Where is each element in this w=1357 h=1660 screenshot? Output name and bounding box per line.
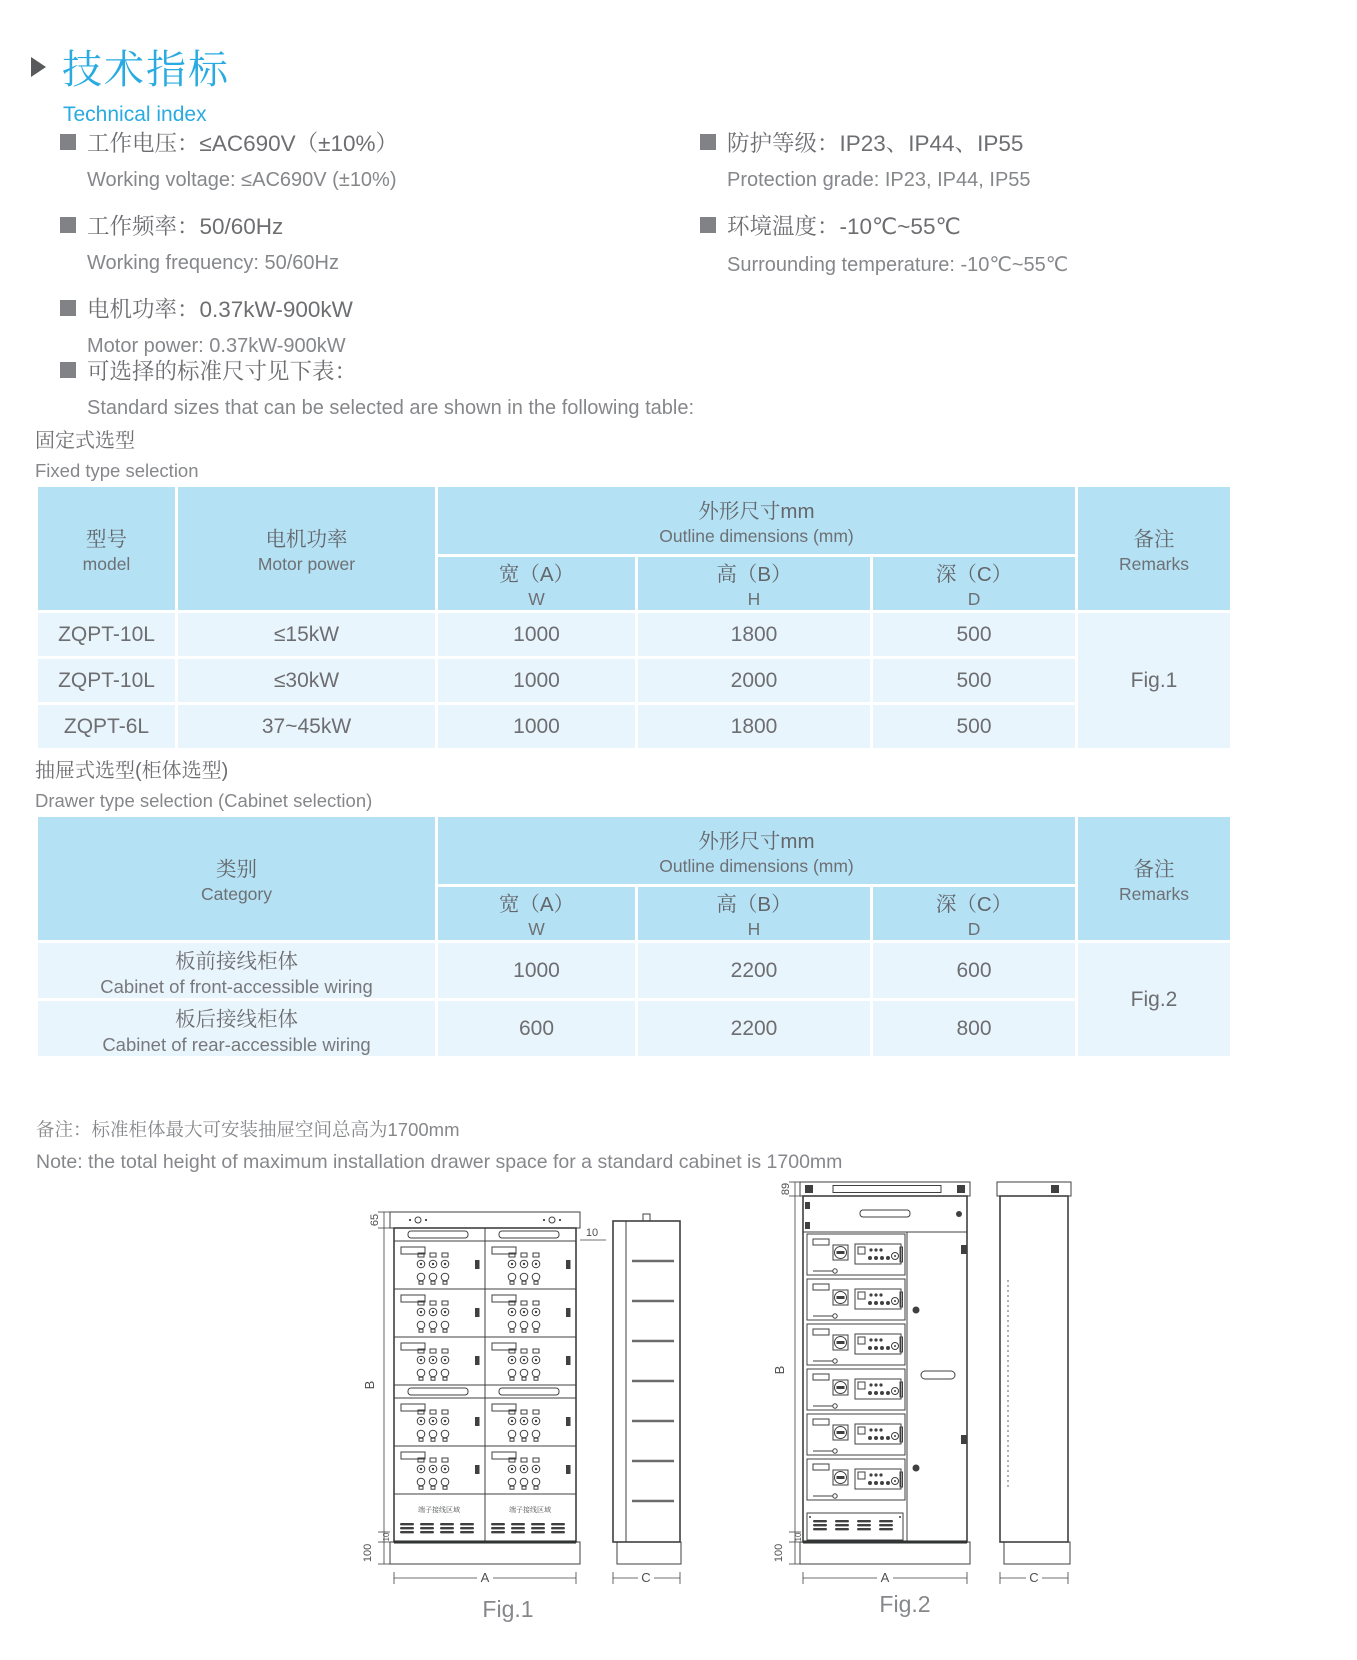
t1-width-cell: 1000 — [437, 612, 637, 658]
spec-en: Protection grade: IP23, IP44, IP55 — [727, 169, 1031, 191]
t2-category-cell: 板后接线柜体 Cabinet of rear-accessible wiring — [37, 1000, 437, 1058]
spec-list-left — [60, 126, 660, 375]
fig1-terminal-label: 端子接线区域 — [418, 1507, 460, 1514]
t1-power-cell: 37~45kW — [177, 704, 437, 750]
t1-header-width: 宽（A） W — [437, 556, 637, 612]
section2-label — [35, 754, 372, 812]
table-row — [37, 658, 1232, 704]
t2-remark-cell: Fig.2 — [1077, 942, 1232, 1058]
t1-header-dimensions: 外形尺寸mm Outline dimensions (mm) — [437, 486, 1077, 556]
table-row — [37, 1000, 1232, 1058]
square-bullet-icon — [60, 217, 76, 233]
section-arrow-icon — [31, 57, 46, 77]
fig2-cabinet-drawing — [755, 1160, 1085, 1625]
footnote-en: Note: the total height of maximum installation drawer space for a standard cabinet is 1700mm — [36, 1151, 843, 1173]
t2-header-dimensions: 外形尺寸mm Outline dimensions (mm) — [437, 816, 1077, 886]
t2-header-height: 高（B） H — [637, 886, 872, 942]
spec-item-protection — [700, 126, 1320, 192]
t1-model-cell: ZQPT-6L — [37, 704, 177, 750]
t1-width-cell: 1000 — [437, 704, 637, 750]
t1-header-power: 电机功率 Motor power — [177, 486, 437, 612]
spec-item-sizes-intro — [60, 354, 860, 420]
spec-en: Motor power: 0.37kW-900kW — [87, 335, 346, 357]
square-bullet-icon — [60, 300, 76, 316]
section1-label — [35, 424, 199, 482]
spec-zh: 防护等级：IP23、IP44、IP55 — [727, 131, 1024, 156]
fig2-dim-10-small: 10 — [794, 1532, 803, 1542]
t1-height-cell: 1800 — [637, 704, 872, 750]
section2-en: Drawer type selection (Cabinet selection) — [35, 790, 373, 811]
t1-depth-cell: 500 — [872, 658, 1077, 704]
t1-header-depth: 深（C） D — [872, 556, 1077, 612]
fig1-cabinet-drawing — [340, 1195, 700, 1627]
fig1-side-view — [613, 1214, 681, 1585]
square-bullet-icon — [60, 134, 76, 150]
fig1-terminal-label: 端子接线区域 — [509, 1507, 551, 1514]
t2-header-remarks: 备注 Remarks — [1077, 816, 1232, 942]
section1-zh: 固定式选型 — [35, 430, 135, 452]
t2-height-cell: 2200 — [637, 1000, 872, 1058]
spec-en: Surrounding temperature: -10℃~55℃ — [727, 254, 1069, 276]
spec-item-motor-power — [60, 292, 660, 358]
spec-item-frequency — [60, 209, 660, 275]
t2-header-width: 宽（A） W — [437, 886, 637, 942]
fig2-caption: Fig.2 — [879, 1591, 931, 1617]
table-row — [37, 612, 1232, 658]
square-bullet-icon — [700, 134, 716, 150]
t1-height-cell: 1800 — [637, 612, 872, 658]
fig1-dim-65: 65 — [369, 1213, 381, 1227]
spec-item-voltage — [60, 126, 660, 192]
spec-zh: 电机功率：0.37kW-900kW — [87, 297, 353, 322]
fig2-dim-C: C — [1029, 1570, 1039, 1585]
t2-header-category: 类别 Category — [37, 816, 437, 942]
t2-header-depth: 深（C） D — [872, 886, 1077, 942]
fig2-dim-89: 89 — [780, 1182, 792, 1196]
fig2-side-view — [997, 1182, 1071, 1585]
fig1-dim-10-small: 10 — [382, 1532, 391, 1542]
t1-remark-cell: Fig.1 — [1077, 612, 1232, 750]
fig1-caption: Fig.1 — [482, 1596, 534, 1622]
t2-depth-cell: 800 — [872, 1000, 1077, 1058]
fig1-front-view — [390, 1212, 580, 1564]
fig1-dim-B: B — [362, 1380, 377, 1390]
spec-item-temperature — [700, 209, 1320, 277]
fig2-dim-A: A — [880, 1570, 890, 1585]
t1-depth-cell: 500 — [872, 704, 1077, 750]
fig1-dim-C: C — [641, 1570, 651, 1585]
t2-height-cell: 2200 — [637, 942, 872, 1000]
square-bullet-icon — [700, 217, 716, 233]
table-row — [37, 942, 1232, 1000]
fig1-dim-10: 10 — [585, 1227, 599, 1239]
section2-zh: 抽屉式选型(柜体选型) — [35, 760, 229, 782]
section1-en: Fixed type selection — [35, 460, 199, 481]
spec-zh: 环境温度：-10℃~55℃ — [727, 214, 961, 239]
t2-width-cell: 1000 — [437, 942, 637, 1000]
spec-zh: 可选择的标准尺寸见下表： — [87, 359, 358, 384]
t1-header-height: 高（B） H — [637, 556, 872, 612]
t1-model-cell: ZQPT-10L — [37, 658, 177, 704]
spec-list-right — [700, 126, 1320, 294]
fig1-dim-A: A — [480, 1570, 490, 1585]
t1-header-remarks: 备注 Remarks — [1077, 486, 1232, 612]
page-title: 技术指标 — [62, 48, 230, 92]
footnote — [36, 1116, 842, 1174]
fig2-front-view — [800, 1182, 970, 1564]
t1-height-cell: 2000 — [637, 658, 872, 704]
t1-power-cell: ≤30kW — [177, 658, 437, 704]
t2-depth-cell: 600 — [872, 942, 1077, 1000]
fig2-dim-100: 100 — [773, 1543, 785, 1563]
spec-en: Standard sizes that can be selected are shown in the following table: — [87, 397, 695, 419]
title-block — [31, 38, 230, 127]
spec-zh: 工作频率：50/60Hz — [87, 214, 284, 239]
t2-width-cell: 600 — [437, 1000, 637, 1058]
t1-depth-cell: 500 — [872, 612, 1077, 658]
fig1-dim-100: 100 — [362, 1543, 374, 1563]
fixed-type-table — [35, 484, 1233, 751]
footnote-zh: 备注：标准柜体最大可安装抽屉空间总高为1700mm — [36, 1119, 460, 1140]
table-row — [37, 704, 1232, 750]
t1-power-cell: ≤15kW — [177, 612, 437, 658]
t2-category-cell: 板前接线柜体 Cabinet of front-accessible wiring — [37, 942, 437, 1000]
page-subtitle: Technical index — [63, 103, 207, 126]
spec-zh: 工作电压：≤AC690V（±10%） — [87, 131, 399, 156]
t1-width-cell: 1000 — [437, 658, 637, 704]
square-bullet-icon — [60, 362, 76, 378]
spec-en: Working frequency: 50/60Hz — [87, 252, 339, 274]
t1-model-cell: ZQPT-10L — [37, 612, 177, 658]
fig2-dim-B: B — [772, 1365, 787, 1375]
drawer-type-table — [35, 814, 1233, 1059]
spec-en: Working voltage: ≤AC690V (±10%) — [87, 169, 397, 191]
t1-header-model: 型号 model — [37, 486, 177, 612]
